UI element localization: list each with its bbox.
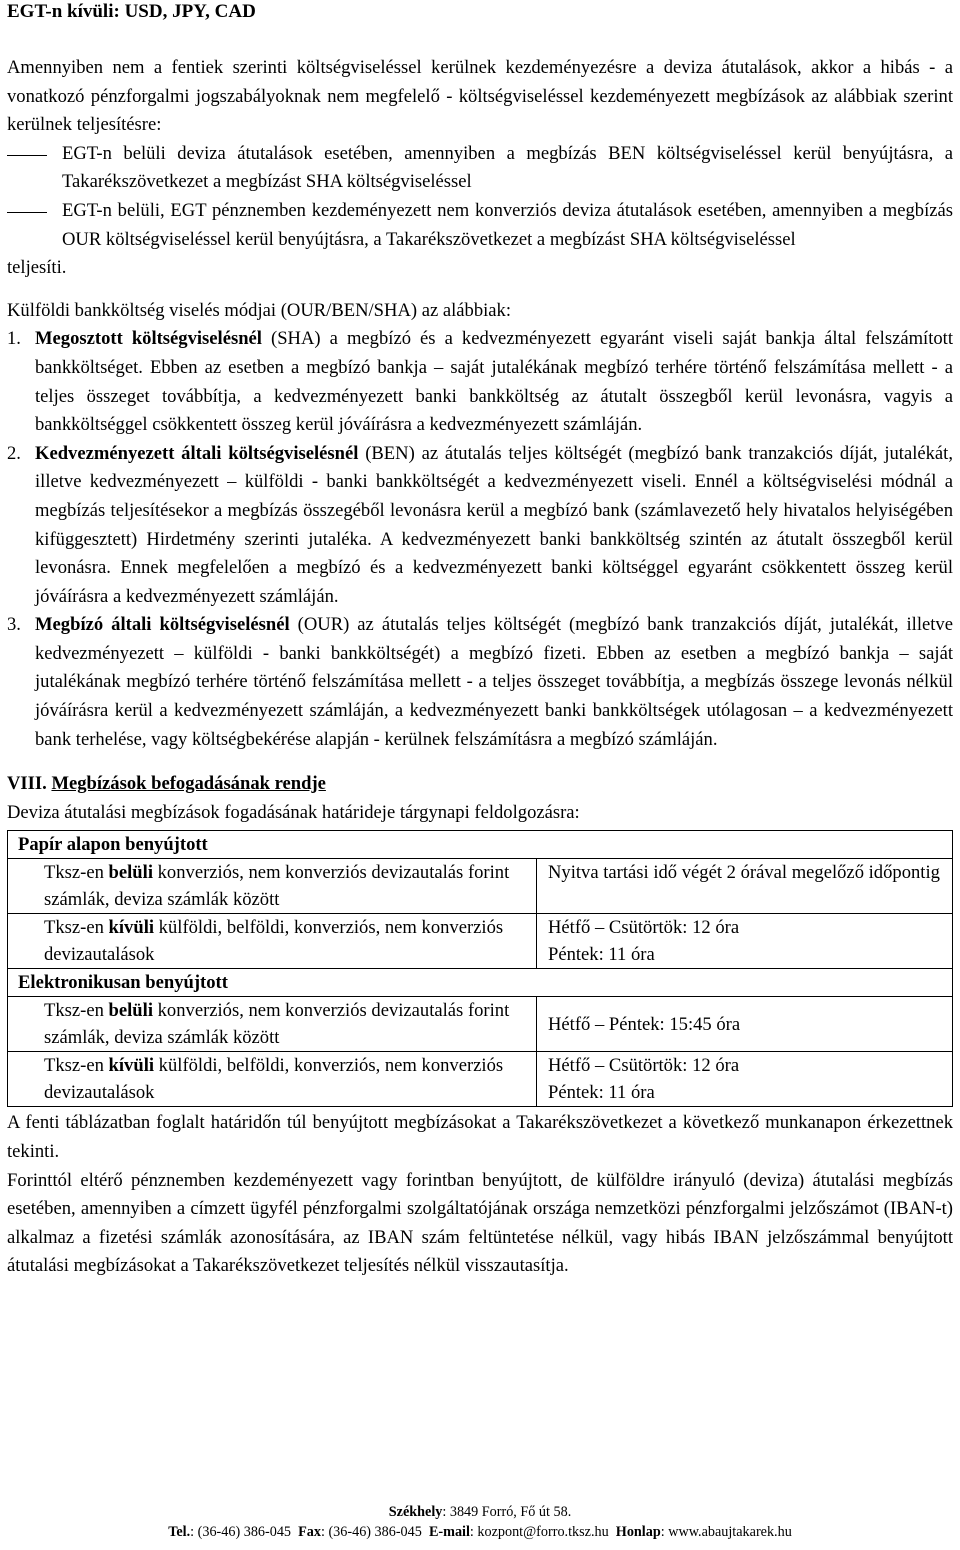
cell-text: Péntek: 11 óra <box>548 1082 655 1104</box>
table-row <box>8 831 953 859</box>
list-item <box>7 197 953 254</box>
list-item-text: EGT-n belüli deviza átutalások esetében, amennyiben a megbízás BEN költségviseléssel kerül benyújtásra, a Takarékszövetkezet a megbízást SHA költségviseléssel <box>62 142 953 193</box>
deadlines-table <box>7 830 953 1107</box>
footer-label: Tel. <box>168 1524 191 1540</box>
dash-list <box>7 140 953 254</box>
section-title: Megbízások befogadásának rendje <box>51 773 326 795</box>
cost-modes-heading: Külföldi bankköltség viselés módjai (OUR/BEN/SHA) az alábbiak: <box>7 299 512 321</box>
term-bold: Megosztott költségviselésnél <box>35 328 262 350</box>
footer-address <box>0 1502 960 1522</box>
table-cell: Nyitva tartási idő végét 2 órával megelőző időpontig <box>537 859 953 914</box>
table-group-header: Elektronikusan benyújtott <box>8 969 953 997</box>
cell-bold: kívüli <box>108 917 155 939</box>
table-cell <box>8 997 537 1052</box>
cell-text: külföldi, belföldi, konverziós, nem konverziós devizautalások <box>44 1055 504 1104</box>
list-item <box>7 140 953 197</box>
after-table-paragraph: A fenti táblázatban foglalt határidőn túl benyújtott megbízásokat a Takarékszövetkezet a következő munkanapon érkezettnek tekinti. <box>7 1112 953 1163</box>
cell-bold: belüli <box>108 862 153 884</box>
cell-text: konverziós, nem konverziós devizautalás forint számlák, deviza számlák között <box>44 862 510 911</box>
footer-website: : www.abaujtakarek.hu <box>660 1524 792 1540</box>
table-row <box>8 859 953 914</box>
footer-label: Fax <box>298 1524 321 1540</box>
table-cell <box>537 1052 953 1107</box>
list-item <box>7 440 953 612</box>
term-bold: Megbízó általi költségviselésnél <box>35 614 290 636</box>
footer-value: : 3849 Forró, Fő út 58. <box>442 1504 572 1520</box>
footer-value: : (36-46) 386-045 <box>320 1524 422 1540</box>
list-number: 1. <box>7 328 21 350</box>
intro-paragraph: Amennyiben nem a fentiek szerinti költségviseléssel kerülnek kezdeményezésre a deviza átutalások, akkor a hibás - a vonatkozó pénzforgalmi jogszabályoknak nem megfelelő - költségviseléssel kezdeményezett megbízások az alábbiak szerint kerülnek teljesítésre: <box>7 57 953 136</box>
document-page <box>7 0 953 1281</box>
list-item-text: (SHA) a megbízó és a kedvezményezett egyaránt viseli saját bankja által felszámított bankköltséget. Ebben az esetben a megbízó bankja – saját jutalékának megbízó terhére történő felszámítása mellett - a teljes összeget továbbítja, a kedvezményezett banki bankköltség az átutalt összegből kerül levonásra, vagyis a bankköltséggel csökkentett összeg kerül jóváírásra a kedvezményezett számláján. <box>35 328 953 436</box>
footer-value: : (36-46) 386-045 <box>190 1524 292 1540</box>
footer-label: Honlap <box>615 1524 661 1540</box>
cost-modes-list <box>7 325 953 754</box>
cell-text: Hétfő – Csütörtök: 12 óra <box>548 917 740 939</box>
footer-contacts <box>0 1522 960 1542</box>
page-footer <box>0 1502 960 1542</box>
table-row <box>8 1052 953 1107</box>
footer-label: E-mail <box>428 1524 470 1540</box>
table-group-header: Papír alapon benyújtott <box>8 831 953 859</box>
list-item-text: (OUR) az átutalás teljes költségét (megbízó bank tranzakciós díját, jutalékát, illetve kedvezményezett – külföldi - banki bankköltségét) a megbízó fizeti. Ebben az esetben a megbízó bankja – saját jutalékának megbízó terhére történő felszámítása mellett - a teljes összeget továbbítja, a megbízás összege levonás nélkül jóváírásra kerül a kedvezményezett számláján, a kedvezményezett banki bankköltségek utólagosan – a kedvezményezett bank terhelése, vagy költségbekérése alapján - kerülnek felszámításra a megbízó számláján. <box>35 614 953 750</box>
list-item <box>7 611 953 754</box>
page-title: EGT-n kívüli: USD, JPY, CAD <box>7 1 256 22</box>
footer-email: : kozpont@forro.tksz.hu <box>469 1524 609 1540</box>
table-row <box>8 969 953 997</box>
intro-closing: teljesíti. <box>7 257 67 279</box>
table-cell <box>8 859 537 914</box>
footer-label: Székhely <box>388 1504 443 1520</box>
list-number: 3. <box>7 614 21 636</box>
list-item-text: EGT-n belüli, EGT pénznemben kezdeményezett nem konverziós deviza átutalások esetében, amennyiben a megbízás OUR költségviseléssel kerül benyújtásra, a Takarékszövetkezet a megbízást SHA költségviseléssel <box>62 199 953 250</box>
table-cell <box>537 914 953 969</box>
iban-paragraph: Forinttól eltérő pénznemben kezdeményezett vagy forintban benyújtott, de külföldre irányuló (deviza) átutalási megbízás esetében, amennyiben a címzett ügyfél pénzforgalmi szolgáltatójának országa nemzetközi pénzforgalmi jelzőszámot (IBAN-t) alkalmaz a fizetési számlák azonosítására, az IBAN szám feltüntetése nélkül, vagy hibás IBAN jelzőszámmal benyújtott átutalási megbízásokat a Takarékszövetkezet teljesítés nélkül visszautasítja. <box>7 1169 953 1277</box>
cell-bold: kívüli <box>108 1055 155 1077</box>
section-number: VIII. <box>7 773 47 795</box>
cell-text: Hétfő – Csütörtök: 12 óra <box>548 1055 740 1077</box>
cell-text: Tksz-en <box>44 1000 109 1022</box>
term-bold: Kedvezményezett általi költségviselésnél <box>35 442 359 464</box>
section-heading <box>7 770 953 799</box>
table-row <box>8 997 953 1052</box>
list-item <box>7 325 953 439</box>
table-cell <box>8 914 537 969</box>
cell-text: Tksz-en <box>44 917 109 939</box>
cell-bold: belüli <box>108 1000 153 1022</box>
list-item-text: (BEN) az átutalás teljes költségét (megbízó bank tranzakciós díját, jutalékát, illetve kedvezményezett – külföldi - banki bankköltségét a kedvezményezett viseli. Ennél a költségviselési módnál a megbízás teljesítésekor a megbízás összegéből levonásra kerül a megbízó bank (számlavezető hely hivatalos helyiségében kifüggesztett) Hirdetmény szerinti jutaléka. A kedvezményezett banki bankköltség szintén az átutalt összegből kerül levonásra. Ennek megfelelően a megbízó és a kedvezményezett banki költséggel egyaránt csökkentett összeg kerül jóváírásra a kedvezményezett számláján. <box>35 442 953 607</box>
table-cell: Hétfő – Péntek: 15:45 óra <box>537 997 953 1052</box>
cell-text: Tksz-en <box>44 1055 109 1077</box>
cell-text: konverziós, nem konverziós devizautalás forint számlák, deviza számlák között <box>44 1000 510 1049</box>
cell-text: külföldi, belföldi, konverziós, nem konverziós devizautalások <box>44 917 504 966</box>
table-row <box>8 914 953 969</box>
table-cell <box>8 1052 537 1107</box>
cell-text: Tksz-en <box>44 862 109 884</box>
section-intro: Deviza átutalási megbízások fogadásának határideje tárgynapi feldolgozásra: <box>7 801 580 823</box>
cell-text: Péntek: 11 óra <box>548 944 655 966</box>
list-number: 2. <box>7 442 21 464</box>
